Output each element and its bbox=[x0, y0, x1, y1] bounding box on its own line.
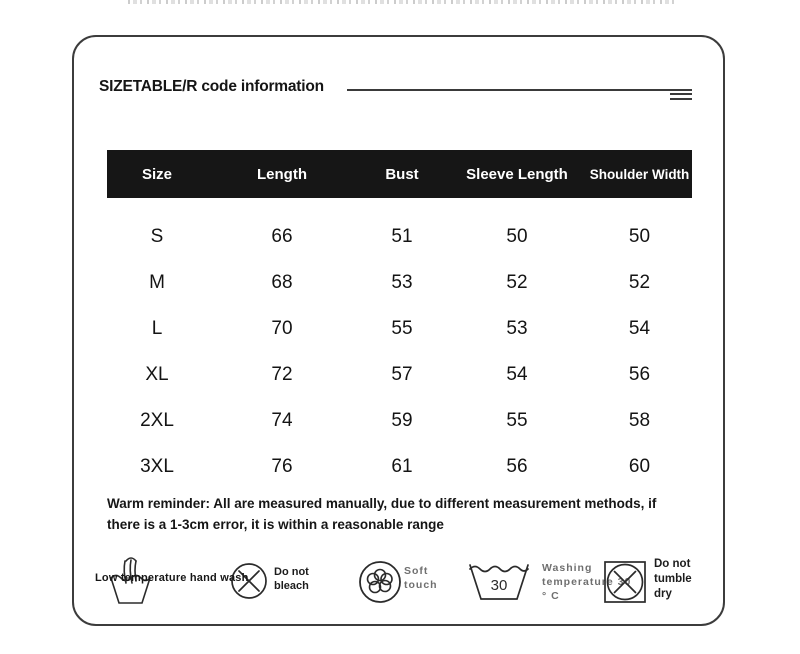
washing-temperature-label: Washing temperature 30 ° C bbox=[542, 562, 632, 602]
soft-touch-icon bbox=[357, 559, 403, 605]
column-header-size: Size bbox=[141, 165, 172, 183]
table-row: S 66 51 50 50 bbox=[150, 226, 651, 247]
warm-reminder-text: Warm reminder: All are measured manually, due to different measurement methods, if there is a 1-3cm error, it is within a reasonable range bbox=[107, 496, 657, 532]
wash-temp-value: 30 bbox=[490, 577, 508, 594]
soft-touch-label: Soft touch bbox=[404, 565, 438, 591]
table-row: 2XL 74 59 55 58 bbox=[140, 410, 651, 431]
table-row: L 70 55 53 54 bbox=[151, 318, 651, 339]
size-table-card bbox=[72, 35, 725, 626]
do-not-tumble-dry-icon bbox=[602, 559, 648, 605]
cutoff-text-strip bbox=[128, 0, 674, 4]
section-title: SIZETABLE/R code information bbox=[99, 78, 324, 95]
table-row: XL 72 57 54 56 bbox=[145, 364, 651, 385]
hand-wash-label: Low temperature hand wash bbox=[95, 572, 249, 584]
table-row: 3XL 76 61 56 60 bbox=[140, 456, 651, 477]
column-header-length: Length bbox=[257, 165, 307, 183]
washing-temperature-icon bbox=[466, 557, 532, 603]
column-header-shoulder-width: Shoulder Width bbox=[589, 166, 690, 182]
do-not-tumble-dry-label: Do not tumble dry bbox=[654, 558, 692, 600]
column-header-bust: Bust bbox=[385, 165, 419, 183]
care-instructions-row bbox=[74, 37, 723, 624]
table-row: M 68 53 52 52 bbox=[149, 272, 651, 293]
column-header-sleeve-length: Sleeve Length bbox=[466, 165, 568, 183]
do-not-bleach-label: Do not bleach bbox=[274, 566, 309, 592]
